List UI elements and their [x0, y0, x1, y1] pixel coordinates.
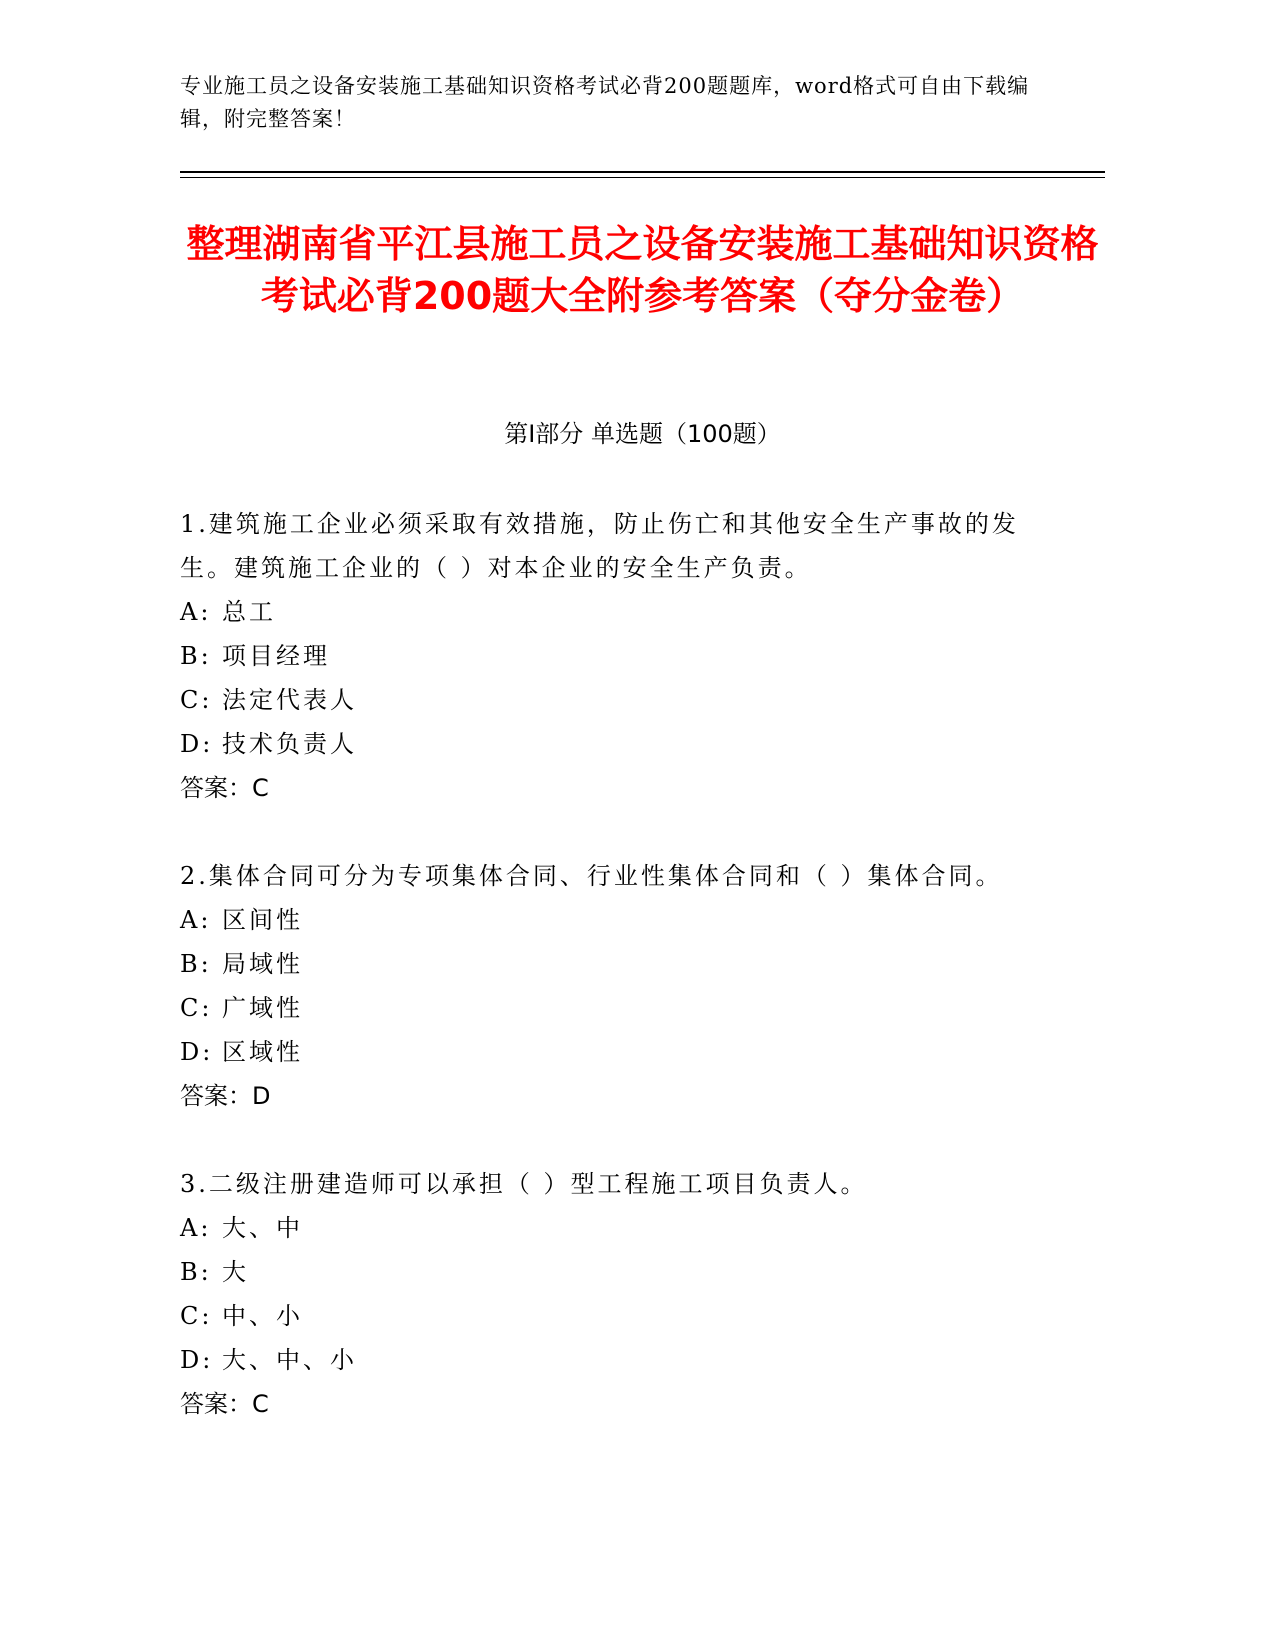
header-note: 专业施工员之设备安装施工基础知识资格考试必背200题题库，word格式可自由下载编辑，附完整答案！	[180, 74, 1030, 131]
document-title: 整理湖南省平江县施工员之设备安装施工基础知识资格考试必背200题大全附参考答案（夺分金卷）	[186, 222, 1099, 318]
header-rule-thick	[180, 171, 1105, 173]
option-letter: C:	[180, 686, 213, 714]
option-letter: B:	[180, 950, 212, 978]
option-text: 项目经理	[222, 642, 330, 670]
option-c	[180, 1294, 1040, 1338]
option-letter: C:	[180, 1302, 213, 1330]
option-letter: C:	[180, 994, 213, 1022]
answer: 答案：D	[180, 1082, 271, 1110]
option-text: 大、中、小	[222, 1346, 357, 1374]
section-title: 第Ⅰ部分 单选题（100题）	[504, 420, 781, 448]
question-3	[180, 1162, 1040, 1426]
option-letter: D:	[180, 1346, 214, 1374]
option-letter: A:	[180, 1214, 212, 1242]
option-d	[180, 1030, 1040, 1074]
option-letter: B:	[180, 1258, 212, 1286]
option-text: 大	[222, 1258, 249, 1286]
option-letter: D:	[180, 1038, 214, 1066]
option-b	[180, 634, 1040, 678]
answer: 答案：C	[180, 1390, 269, 1418]
option-text: 中、小	[222, 1302, 303, 1330]
option-text: 区间性	[222, 906, 303, 934]
option-text: 局域性	[222, 950, 303, 978]
option-c	[180, 986, 1040, 1030]
option-c	[180, 678, 1040, 722]
option-a	[180, 1206, 1040, 1250]
option-a	[180, 898, 1040, 942]
answer: 答案：C	[180, 774, 269, 802]
option-text: 大、中	[222, 1214, 303, 1242]
option-text: 广域性	[222, 994, 303, 1022]
option-b	[180, 942, 1040, 986]
option-text: 技术负责人	[222, 730, 357, 758]
option-text: 区域性	[222, 1038, 303, 1066]
question-stem: 2.集体合同可分为专项集体合同、行业性集体合同和（ ）集体合同。	[180, 862, 1003, 890]
option-text: 法定代表人	[222, 686, 357, 714]
option-a	[180, 590, 1040, 634]
question-1	[180, 502, 1040, 810]
option-text: 总工	[222, 598, 276, 626]
question-stem: 1.建筑施工企业必须采取有效措施，防止伤亡和其他安全生产事故的发生。建筑施工企业的（ ）对本企业的安全生产负责。	[180, 510, 1019, 582]
option-letter: A:	[180, 906, 212, 934]
option-d	[180, 722, 1040, 766]
question-list	[180, 502, 1040, 1470]
header-rule-thin	[180, 177, 1105, 178]
question-stem: 3.二级注册建造师可以承担（ ）型工程施工项目负责人。	[180, 1170, 868, 1198]
option-letter: D:	[180, 730, 214, 758]
option-b	[180, 1250, 1040, 1294]
option-d	[180, 1338, 1040, 1382]
option-letter: A:	[180, 598, 212, 626]
option-letter: B:	[180, 642, 212, 670]
question-2	[180, 854, 1040, 1118]
